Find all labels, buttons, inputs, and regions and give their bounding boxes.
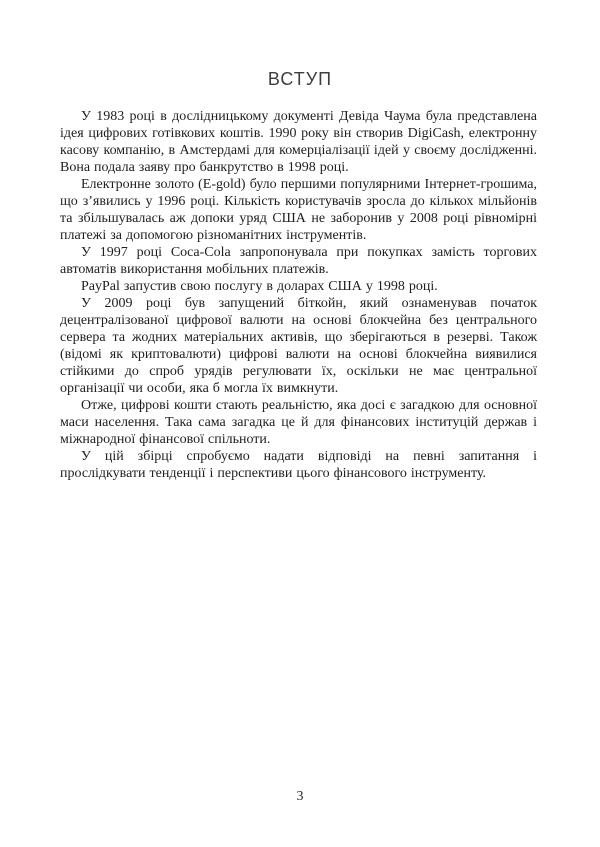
page-footer xyxy=(0,787,600,805)
paragraph: Електронне золото (E-gold) було першими популярними Інтернет-грошима, що з’явились у 1996 році. Кількість користувачів зросла до кількох мільйонів та збільшувалась аж допоки уряд США не заборонив у 2008 році рівномірні платежі за допомогою різноманітних інструментів. xyxy=(60,177,537,243)
paragraph: Отже, цифрові кошти стають реальністю, яка досі є загадкою для основної маси населення. Така сама загадка це й для фінансових інституцій держав і міжнародної фінансової спільноти. xyxy=(60,398,537,447)
paragraph: У 2009 році був запущений біткойн, який ознаменував початок децентралізованої цифрової валюти на основі блокчейна без центрального сервера та жодних матеріальних активів, що зберігаються в резерві. Також (відомі як криптовалюти) цифрові валюти на основі блокчейна виявилися стійкими до спроб урядів регулювати їх, оскільки не має центральної організації чи особи, яка б могла їх вимкнути. xyxy=(60,296,537,396)
body-text xyxy=(0,108,600,482)
paragraph: PayPal запустив свою послугу в доларах США у 1998 році. xyxy=(81,279,438,294)
paragraph: У цій збірці спробуємо надати відповіді на певні запитання і прослідкувати тенденції і перспективи цього фінансового інструменту. xyxy=(60,449,537,481)
page-number: 3 xyxy=(296,789,304,804)
paragraph: У 1983 році в дослідницькому документі Девіда Чаума була представлена ідея цифрових готівкових коштів. 1990 року він створив DigiCash, електронну касову компанію, в Амстердамі для комерціалізації ідей у своєму дослідженні. Вона подала заяву про банкрутство в 1998 році. xyxy=(60,109,537,175)
section-heading: ВСТУП xyxy=(267,69,333,89)
paragraph: У 1997 році Coca-Cola запропонувала при покупках замість торгових автоматів використання мобільних платежів. xyxy=(60,245,537,277)
